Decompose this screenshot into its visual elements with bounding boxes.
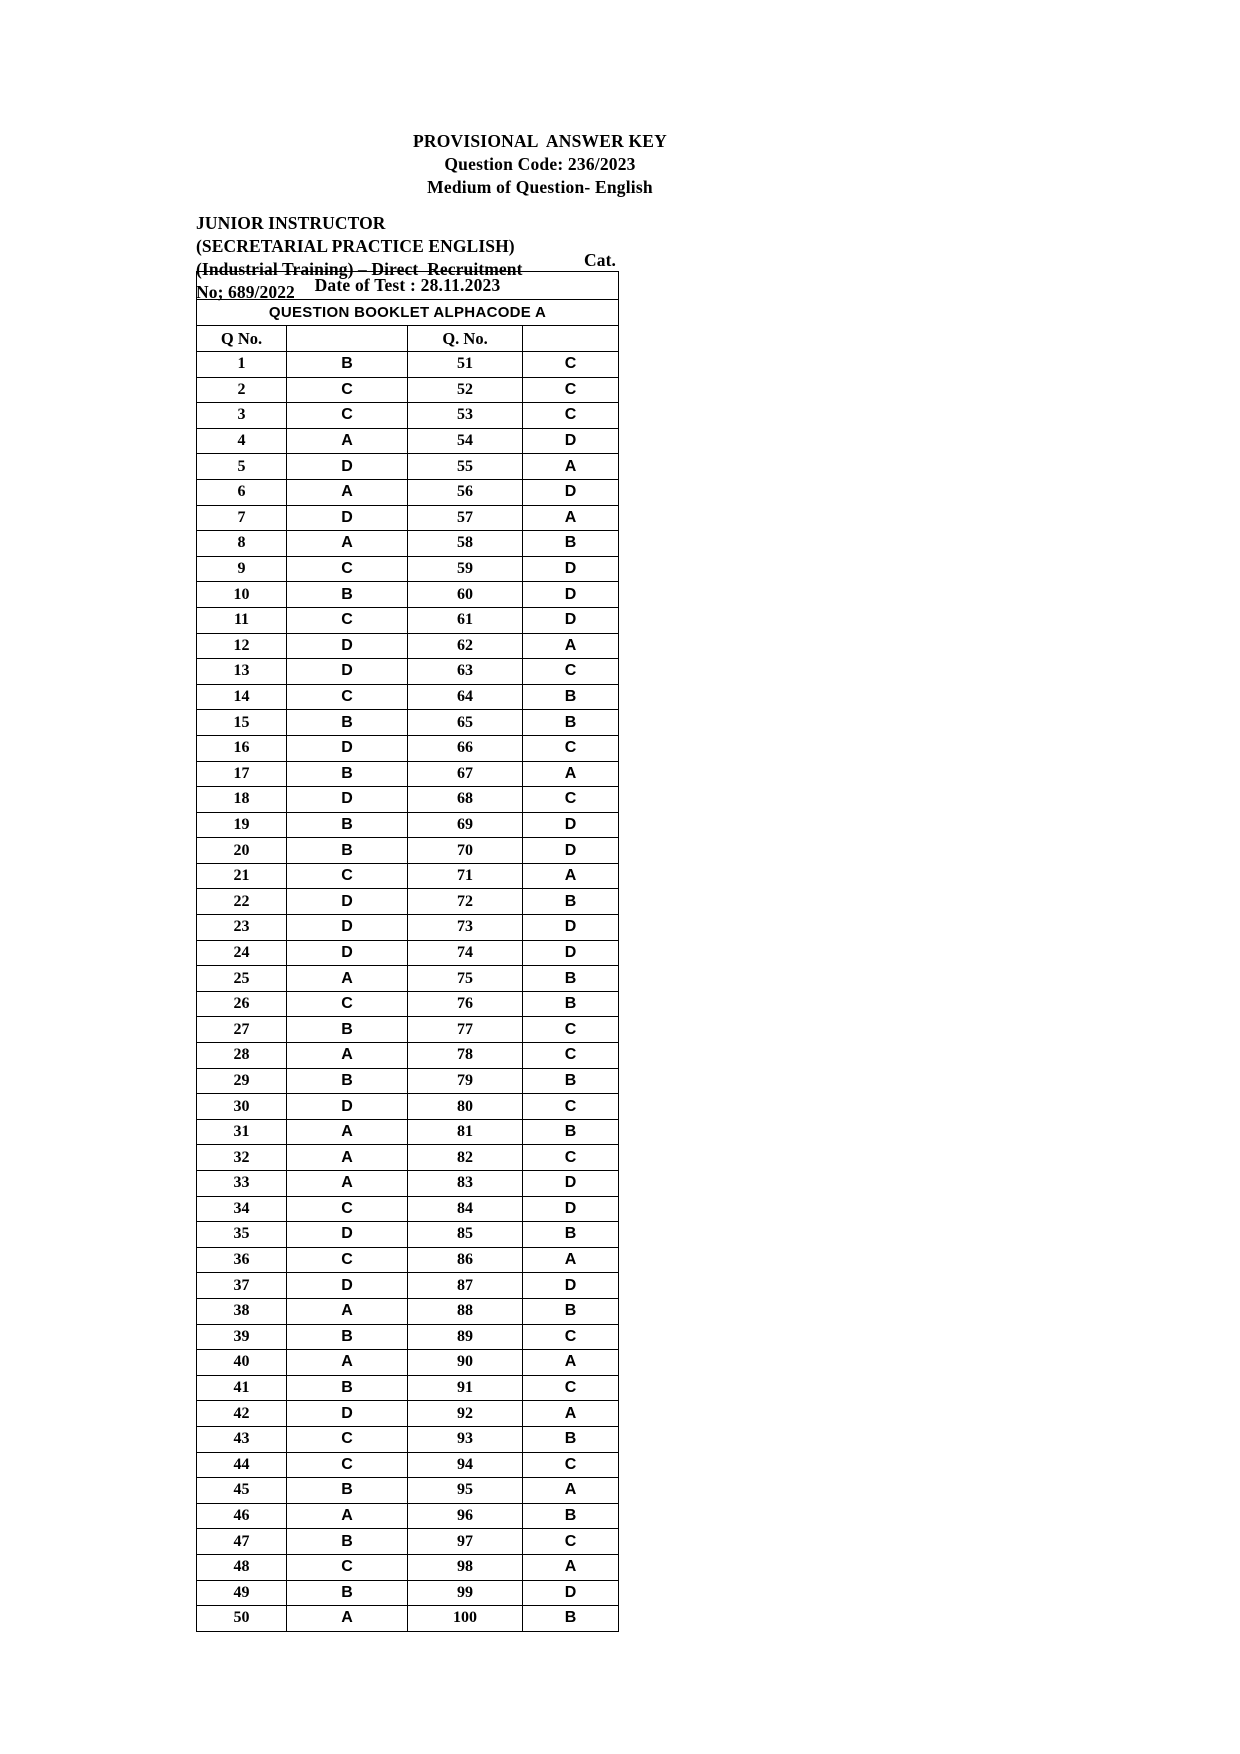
table-row bbox=[197, 684, 619, 710]
question-number-left: 2 bbox=[197, 377, 287, 403]
table-row bbox=[197, 377, 619, 403]
question-number-right: 78 bbox=[408, 1043, 523, 1069]
question-number-left: 41 bbox=[197, 1375, 287, 1401]
answer-option-left: D bbox=[287, 1094, 408, 1120]
table-row bbox=[197, 735, 619, 761]
table-row bbox=[197, 403, 619, 429]
answer-option-left: D bbox=[287, 1401, 408, 1427]
answer-option-right: D bbox=[523, 1273, 619, 1299]
question-number-left: 48 bbox=[197, 1554, 287, 1580]
answer-option-left: B bbox=[287, 1375, 408, 1401]
question-number-right: 88 bbox=[408, 1298, 523, 1324]
table-row bbox=[197, 531, 619, 557]
answer-option-left: B bbox=[287, 1478, 408, 1504]
answer-option-right: B bbox=[523, 1426, 619, 1452]
answer-option-right: B bbox=[523, 710, 619, 736]
table-row bbox=[197, 838, 619, 864]
answer-option-left: D bbox=[287, 633, 408, 659]
answer-key-table-body bbox=[197, 352, 619, 1632]
table-row bbox=[197, 812, 619, 838]
question-number-left: 31 bbox=[197, 1119, 287, 1145]
question-number-right: 86 bbox=[408, 1247, 523, 1273]
table-row bbox=[197, 966, 619, 992]
question-number-left: 42 bbox=[197, 1401, 287, 1427]
question-number-right: 69 bbox=[408, 812, 523, 838]
question-number-left: 35 bbox=[197, 1222, 287, 1248]
answer-key-title bbox=[196, 130, 796, 198]
table-row bbox=[197, 1426, 619, 1452]
answer-option-right: B bbox=[523, 991, 619, 1017]
question-number-right: 91 bbox=[408, 1375, 523, 1401]
answer-option-right: A bbox=[523, 505, 619, 531]
table-row bbox=[197, 479, 619, 505]
question-number-right: 61 bbox=[408, 607, 523, 633]
answer-option-right: D bbox=[523, 556, 619, 582]
question-number-left: 21 bbox=[197, 863, 287, 889]
answer-option-left: C bbox=[287, 607, 408, 633]
question-number-left: 26 bbox=[197, 991, 287, 1017]
answer-option-left: D bbox=[287, 889, 408, 915]
question-number-right: 94 bbox=[408, 1452, 523, 1478]
question-number-left: 6 bbox=[197, 479, 287, 505]
table-row bbox=[197, 633, 619, 659]
answer-option-right: D bbox=[523, 428, 619, 454]
table-row bbox=[197, 1452, 619, 1478]
answer-option-right: C bbox=[523, 1375, 619, 1401]
category-label: Cat. bbox=[584, 250, 616, 271]
table-row bbox=[197, 1529, 619, 1555]
question-number-right: 85 bbox=[408, 1222, 523, 1248]
table-row bbox=[197, 1196, 619, 1222]
table-row bbox=[197, 1375, 619, 1401]
answer-option-left: A bbox=[287, 479, 408, 505]
answer-option-left: B bbox=[287, 761, 408, 787]
question-number-left: 1 bbox=[197, 352, 287, 378]
question-number-right: 67 bbox=[408, 761, 523, 787]
table-row bbox=[197, 1273, 619, 1299]
question-number-left: 14 bbox=[197, 684, 287, 710]
question-number-left: 16 bbox=[197, 735, 287, 761]
table-row bbox=[197, 1298, 619, 1324]
answer-option-right: D bbox=[523, 607, 619, 633]
question-number-left: 12 bbox=[197, 633, 287, 659]
answer-option-right: A bbox=[523, 454, 619, 480]
answer-option-left: D bbox=[287, 454, 408, 480]
question-number-left: 27 bbox=[197, 1017, 287, 1043]
answer-option-left: B bbox=[287, 1017, 408, 1043]
answer-option-left: D bbox=[287, 1222, 408, 1248]
answer-option-right: C bbox=[523, 1529, 619, 1555]
table-row bbox=[197, 915, 619, 941]
table-row bbox=[197, 787, 619, 813]
answer-option-right: C bbox=[523, 1452, 619, 1478]
question-number-left: 9 bbox=[197, 556, 287, 582]
question-number-right: 77 bbox=[408, 1017, 523, 1043]
table-row bbox=[197, 1043, 619, 1069]
title-line-question-code: Question Code: 236/2023 bbox=[444, 153, 636, 174]
answer-option-right: C bbox=[523, 1094, 619, 1120]
answer-option-right: B bbox=[523, 531, 619, 557]
answer-option-right: C bbox=[523, 659, 619, 685]
question-number-right: 54 bbox=[408, 428, 523, 454]
table-row bbox=[197, 761, 619, 787]
question-number-right: 100 bbox=[408, 1606, 523, 1632]
answer-option-left: C bbox=[287, 556, 408, 582]
question-number-right: 80 bbox=[408, 1094, 523, 1120]
answer-option-right: D bbox=[523, 915, 619, 941]
post-name: JUNIOR INSTRUCTOR bbox=[196, 213, 386, 234]
question-number-left: 36 bbox=[197, 1247, 287, 1273]
answer-option-left: B bbox=[287, 1529, 408, 1555]
answer-option-left: D bbox=[287, 1273, 408, 1299]
answer-option-left: B bbox=[287, 1324, 408, 1350]
question-number-right: 81 bbox=[408, 1119, 523, 1145]
question-number-right: 64 bbox=[408, 684, 523, 710]
answer-option-left: A bbox=[287, 1119, 408, 1145]
question-number-left: 18 bbox=[197, 787, 287, 813]
question-number-right: 93 bbox=[408, 1426, 523, 1452]
question-number-right: 95 bbox=[408, 1478, 523, 1504]
question-number-right: 84 bbox=[408, 1196, 523, 1222]
question-number-left: 45 bbox=[197, 1478, 287, 1504]
question-number-left: 47 bbox=[197, 1529, 287, 1555]
question-number-left: 44 bbox=[197, 1452, 287, 1478]
answer-option-right: D bbox=[523, 1196, 619, 1222]
table-row bbox=[197, 582, 619, 608]
answer-option-right: A bbox=[523, 1350, 619, 1376]
question-number-right: 51 bbox=[408, 352, 523, 378]
question-number-left: 49 bbox=[197, 1580, 287, 1606]
answer-option-left: B bbox=[287, 838, 408, 864]
answer-option-left: B bbox=[287, 710, 408, 736]
table-row bbox=[197, 1503, 619, 1529]
answer-option-right: B bbox=[523, 1298, 619, 1324]
table-row bbox=[197, 991, 619, 1017]
question-number-left: 30 bbox=[197, 1094, 287, 1120]
post-subject: (SECRETARIAL PRACTICE ENGLISH) bbox=[196, 236, 515, 256]
answer-option-left: D bbox=[287, 659, 408, 685]
question-number-right: 75 bbox=[408, 966, 523, 992]
answer-option-right: D bbox=[523, 582, 619, 608]
answer-option-left: D bbox=[287, 505, 408, 531]
question-number-right: 71 bbox=[408, 863, 523, 889]
question-number-right: 70 bbox=[408, 838, 523, 864]
answer-option-left: A bbox=[287, 1043, 408, 1069]
answer-option-right: D bbox=[523, 812, 619, 838]
table-row bbox=[197, 607, 619, 633]
answer-option-left: C bbox=[287, 1247, 408, 1273]
question-number-right: 52 bbox=[408, 377, 523, 403]
alphacode-cell: QUESTION BOOKLET ALPHACODE A bbox=[197, 300, 619, 326]
question-number-left: 10 bbox=[197, 582, 287, 608]
table-row bbox=[197, 1478, 619, 1504]
table-row bbox=[197, 710, 619, 736]
table-row bbox=[197, 1017, 619, 1043]
table-row bbox=[197, 1554, 619, 1580]
question-number-left: 33 bbox=[197, 1171, 287, 1197]
answer-option-right: A bbox=[523, 633, 619, 659]
answer-option-left: C bbox=[287, 991, 408, 1017]
answer-option-right: D bbox=[523, 479, 619, 505]
answer-option-right: D bbox=[523, 940, 619, 966]
answer-option-right: B bbox=[523, 1503, 619, 1529]
question-number-right: 72 bbox=[408, 889, 523, 915]
question-number-left: 11 bbox=[197, 607, 287, 633]
table-row bbox=[197, 659, 619, 685]
answer-key-table-wrap bbox=[196, 271, 619, 1632]
question-number-right: 99 bbox=[408, 1580, 523, 1606]
answer-option-right: D bbox=[523, 838, 619, 864]
question-number-left: 15 bbox=[197, 710, 287, 736]
answer-option-right: B bbox=[523, 966, 619, 992]
answer-option-left: D bbox=[287, 735, 408, 761]
question-number-left: 43 bbox=[197, 1426, 287, 1452]
answer-option-right: A bbox=[523, 1247, 619, 1273]
question-number-right: 56 bbox=[408, 479, 523, 505]
column-header-qno-left: Q No. bbox=[197, 326, 287, 352]
answer-option-right: C bbox=[523, 352, 619, 378]
answer-option-right: D bbox=[523, 1171, 619, 1197]
question-number-left: 38 bbox=[197, 1298, 287, 1324]
question-number-left: 25 bbox=[197, 966, 287, 992]
question-number-right: 58 bbox=[408, 531, 523, 557]
question-number-right: 60 bbox=[408, 582, 523, 608]
table-row bbox=[197, 1171, 619, 1197]
question-number-left: 29 bbox=[197, 1068, 287, 1094]
question-number-left: 34 bbox=[197, 1196, 287, 1222]
answer-option-left: C bbox=[287, 403, 408, 429]
answer-option-left: A bbox=[287, 531, 408, 557]
question-number-right: 65 bbox=[408, 710, 523, 736]
question-number-right: 66 bbox=[408, 735, 523, 761]
answer-option-right: C bbox=[523, 1145, 619, 1171]
table-row bbox=[197, 1068, 619, 1094]
answer-option-right: B bbox=[523, 1222, 619, 1248]
question-number-left: 4 bbox=[197, 428, 287, 454]
answer-option-left: B bbox=[287, 1068, 408, 1094]
answer-option-left: A bbox=[287, 1171, 408, 1197]
question-number-left: 46 bbox=[197, 1503, 287, 1529]
answer-option-left: A bbox=[287, 1145, 408, 1171]
answer-option-left: C bbox=[287, 684, 408, 710]
table-row bbox=[197, 863, 619, 889]
question-number-right: 92 bbox=[408, 1401, 523, 1427]
answer-option-left: A bbox=[287, 1350, 408, 1376]
table-row bbox=[197, 352, 619, 378]
answer-option-left: C bbox=[287, 1196, 408, 1222]
question-number-right: 73 bbox=[408, 915, 523, 941]
answer-option-left: A bbox=[287, 1298, 408, 1324]
table-row bbox=[197, 1119, 619, 1145]
answer-option-right: C bbox=[523, 377, 619, 403]
table-row bbox=[197, 1606, 619, 1632]
answer-option-right: D bbox=[523, 1580, 619, 1606]
answer-option-left: A bbox=[287, 428, 408, 454]
answer-option-left: D bbox=[287, 940, 408, 966]
question-number-left: 22 bbox=[197, 889, 287, 915]
question-number-right: 83 bbox=[408, 1171, 523, 1197]
column-header-answer-left bbox=[287, 326, 408, 352]
question-number-left: 39 bbox=[197, 1324, 287, 1350]
table-row bbox=[197, 556, 619, 582]
date-of-test-cell: Date of Test : 28.11.2023 bbox=[197, 272, 619, 300]
answer-option-right: A bbox=[523, 1554, 619, 1580]
answer-option-left: C bbox=[287, 377, 408, 403]
answer-option-left: A bbox=[287, 1503, 408, 1529]
question-number-left: 13 bbox=[197, 659, 287, 685]
answer-option-right: B bbox=[523, 889, 619, 915]
question-number-right: 55 bbox=[408, 454, 523, 480]
table-row bbox=[197, 889, 619, 915]
answer-option-right: B bbox=[523, 1119, 619, 1145]
question-number-right: 98 bbox=[408, 1554, 523, 1580]
question-number-right: 74 bbox=[408, 940, 523, 966]
answer-option-left: B bbox=[287, 582, 408, 608]
date-of-test-row bbox=[197, 272, 619, 300]
answer-option-left: B bbox=[287, 1580, 408, 1606]
question-number-left: 40 bbox=[197, 1350, 287, 1376]
answer-option-right: B bbox=[523, 1068, 619, 1094]
table-row bbox=[197, 428, 619, 454]
answer-key-table-head bbox=[197, 272, 619, 352]
answer-option-left: A bbox=[287, 966, 408, 992]
answer-option-left: B bbox=[287, 812, 408, 838]
question-number-left: 28 bbox=[197, 1043, 287, 1069]
answer-option-right: C bbox=[523, 735, 619, 761]
table-row bbox=[197, 940, 619, 966]
question-number-right: 96 bbox=[408, 1503, 523, 1529]
post-category-number: No; 689/2022 bbox=[196, 281, 295, 302]
answer-option-left: B bbox=[287, 352, 408, 378]
answer-option-left: D bbox=[287, 787, 408, 813]
answer-key-table bbox=[196, 271, 619, 1632]
question-number-right: 87 bbox=[408, 1273, 523, 1299]
question-number-right: 89 bbox=[408, 1324, 523, 1350]
question-number-right: 53 bbox=[408, 403, 523, 429]
table-row bbox=[197, 505, 619, 531]
question-number-right: 76 bbox=[408, 991, 523, 1017]
question-number-right: 68 bbox=[408, 787, 523, 813]
question-number-right: 97 bbox=[408, 1529, 523, 1555]
question-number-left: 19 bbox=[197, 812, 287, 838]
answer-option-right: A bbox=[523, 1478, 619, 1504]
question-number-left: 20 bbox=[197, 838, 287, 864]
table-row bbox=[197, 1247, 619, 1273]
question-number-right: 90 bbox=[408, 1350, 523, 1376]
answer-option-left: D bbox=[287, 915, 408, 941]
table-row bbox=[197, 1401, 619, 1427]
answer-option-left: C bbox=[287, 1426, 408, 1452]
question-number-left: 3 bbox=[197, 403, 287, 429]
answer-option-left: A bbox=[287, 1606, 408, 1632]
answer-option-right: A bbox=[523, 1401, 619, 1427]
question-number-left: 8 bbox=[197, 531, 287, 557]
answer-option-right: C bbox=[523, 1043, 619, 1069]
question-number-left: 7 bbox=[197, 505, 287, 531]
answer-option-right: C bbox=[523, 1017, 619, 1043]
question-number-left: 23 bbox=[197, 915, 287, 941]
title-line-medium: Medium of Question- English bbox=[427, 176, 653, 197]
answer-option-left: C bbox=[287, 863, 408, 889]
question-number-left: 24 bbox=[197, 940, 287, 966]
table-row bbox=[197, 1222, 619, 1248]
table-row bbox=[197, 454, 619, 480]
table-row bbox=[197, 1324, 619, 1350]
answer-option-right: C bbox=[523, 1324, 619, 1350]
question-number-right: 82 bbox=[408, 1145, 523, 1171]
question-number-left: 5 bbox=[197, 454, 287, 480]
table-row bbox=[197, 1145, 619, 1171]
answer-option-right: A bbox=[523, 761, 619, 787]
question-number-right: 63 bbox=[408, 659, 523, 685]
answer-option-left: C bbox=[287, 1554, 408, 1580]
question-number-left: 50 bbox=[197, 1606, 287, 1632]
table-row bbox=[197, 1350, 619, 1376]
question-number-right: 59 bbox=[408, 556, 523, 582]
column-header-qno-right: Q. No. bbox=[408, 326, 523, 352]
column-header-row bbox=[197, 326, 619, 352]
answer-option-right: A bbox=[523, 863, 619, 889]
question-number-right: 62 bbox=[408, 633, 523, 659]
alphacode-row bbox=[197, 300, 619, 326]
table-row bbox=[197, 1094, 619, 1120]
answer-option-right: C bbox=[523, 787, 619, 813]
answer-option-right: C bbox=[523, 403, 619, 429]
question-number-left: 37 bbox=[197, 1273, 287, 1299]
answer-option-left: C bbox=[287, 1452, 408, 1478]
question-number-right: 57 bbox=[408, 505, 523, 531]
question-number-left: 17 bbox=[197, 761, 287, 787]
question-number-right: 79 bbox=[408, 1068, 523, 1094]
answer-option-right: B bbox=[523, 1606, 619, 1632]
column-header-answer-right bbox=[523, 326, 619, 352]
question-number-left: 32 bbox=[197, 1145, 287, 1171]
table-row bbox=[197, 1580, 619, 1606]
post-recruitment-type: (Industrial Training) – Direct Recruitment bbox=[196, 258, 523, 279]
answer-option-right: B bbox=[523, 684, 619, 710]
title-line-1: PROVISIONAL ANSWER KEY bbox=[412, 131, 668, 151]
